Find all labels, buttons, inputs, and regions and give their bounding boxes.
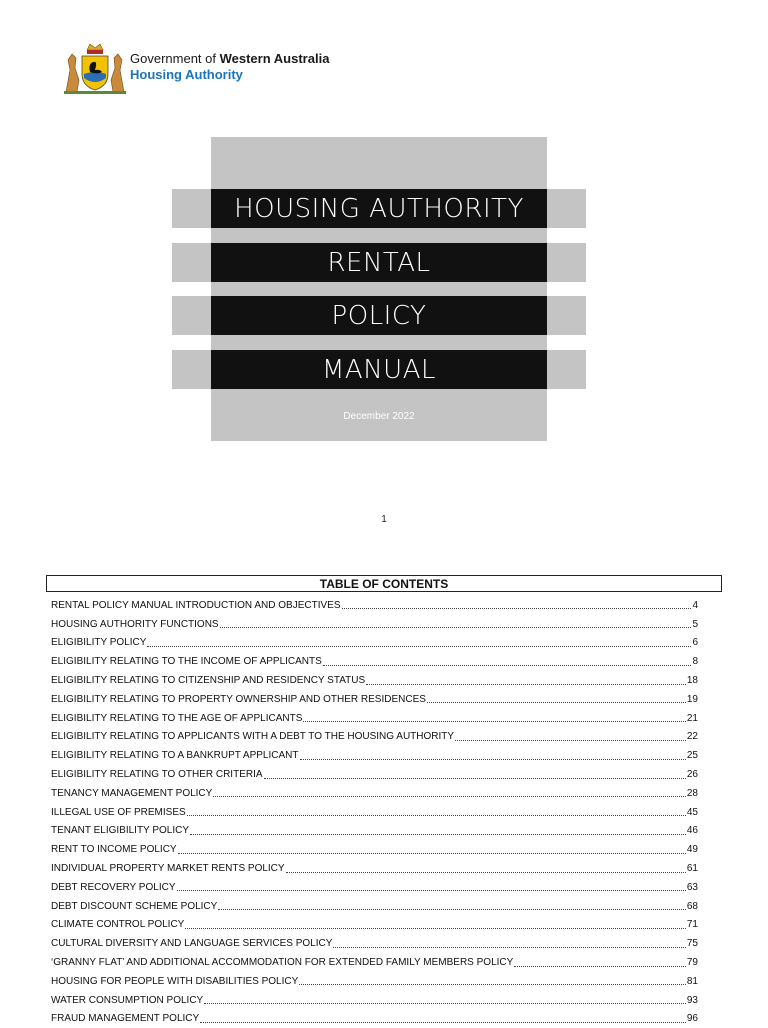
toc-entry-title: ILLEGAL USE OF PREMISES [51, 806, 186, 818]
toc-leader-dots [514, 965, 686, 967]
toc-entry[interactable] [51, 897, 698, 916]
toc-entry-page: 5 [692, 618, 698, 630]
toc-entry-title: RENTAL POLICY MANUAL INTRODUCTION AND OBJECTIVES [51, 599, 341, 611]
toc-entry[interactable] [51, 822, 698, 841]
toc-entry[interactable] [51, 634, 698, 653]
toc-entry[interactable] [51, 859, 698, 878]
toc-leader-dots [190, 833, 686, 835]
toc-entry-title: ELIGIBILITY RELATING TO THE AGE OF APPLICANTS [51, 712, 303, 724]
toc-leader-dots [286, 871, 686, 873]
toc-entry[interactable] [51, 878, 698, 897]
toc-list [51, 596, 698, 1028]
toc-entry-page: 71 [686, 919, 698, 931]
toc-entry-page: 8 [692, 656, 698, 668]
toc-entry-page: 19 [686, 693, 698, 705]
toc-entry-page: 96 [686, 1013, 698, 1025]
toc-entry-page: 49 [686, 844, 698, 856]
toc-leader-dots [204, 1002, 686, 1004]
toc-entry-page: 68 [686, 900, 698, 912]
toc-leader-dots [427, 701, 686, 703]
cover-title-line-1: HOUSING AUTHORITY [211, 189, 547, 228]
toc-entry-page: 46 [686, 825, 698, 837]
toc-entry-title: ELIGIBILITY POLICY [51, 637, 147, 649]
toc-entry-title: ‘GRANNY FLAT’ AND ADDITIONAL ACCOMMODATION FOR EXTENDED FAMILY MEMBERS POLICY [51, 957, 514, 969]
toc-leader-dots [200, 1021, 686, 1023]
toc-entry-title: INDIVIDUAL PROPERTY MARKET RENTS POLICY [51, 863, 285, 875]
toc-entry-title: ELIGIBILITY RELATING TO CITIZENSHIP AND RESIDENCY STATUS [51, 675, 366, 687]
toc-entry-page: 18 [686, 675, 698, 687]
toc-heading: TABLE OF CONTENTS [46, 575, 722, 592]
toc-entry[interactable] [51, 934, 698, 953]
toc-leader-dots [187, 814, 686, 816]
toc-leader-dots [218, 908, 686, 910]
toc-leader-dots [333, 946, 685, 948]
toc-leader-dots [220, 626, 692, 628]
toc-entry-title: TENANCY MANAGEMENT POLICY [51, 787, 213, 799]
toc-entry-title: HOUSING FOR PEOPLE WITH DISABILITIES POLICY [51, 975, 299, 987]
cover-title-line-2: RENTAL [211, 243, 547, 282]
toc-entry-title: ELIGIBILITY RELATING TO OTHER CRITERIA [51, 769, 263, 781]
cover-date: December 2022 [343, 411, 415, 422]
toc-entry-page: 28 [686, 787, 698, 799]
toc-entry-title: ELIGIBILITY RELATING TO THE INCOME OF APPLICANTS [51, 656, 322, 668]
toc-entry-title: HOUSING AUTHORITY FUNCTIONS [51, 618, 219, 630]
toc-leader-dots [299, 983, 686, 985]
toc-entry-title: TENANT ELIGIBILITY POLICY [51, 825, 190, 837]
toc-entry-page: 4 [692, 599, 698, 611]
toc-entry[interactable] [51, 765, 698, 784]
toc-entry-page: 93 [686, 994, 698, 1006]
toc-entry[interactable] [51, 652, 698, 671]
toc-entry[interactable] [51, 840, 698, 859]
toc-entry-title: FRAUD MANAGEMENT POLICY [51, 1013, 200, 1025]
cover-title-line-4: MANUAL [211, 350, 547, 389]
cover-title-line-3: POLICY [211, 296, 547, 335]
toc-entry[interactable] [51, 709, 698, 728]
toc-entry-title: CLIMATE CONTROL POLICY [51, 919, 185, 931]
toc-entry[interactable] [51, 690, 698, 709]
toc-entry-title: DEBT RECOVERY POLICY [51, 881, 176, 893]
toc-entry-page: 75 [686, 938, 698, 950]
toc-entry[interactable] [51, 615, 698, 634]
toc-entry-page: 45 [686, 806, 698, 818]
toc-leader-dots [213, 795, 686, 797]
toc-entry[interactable] [51, 671, 698, 690]
toc-leader-dots [264, 777, 686, 779]
toc-entry[interactable] [51, 746, 698, 765]
toc-entry-title: RENT TO INCOME POLICY [51, 844, 177, 856]
toc-leader-dots [323, 664, 692, 666]
toc-entry[interactable] [51, 916, 698, 935]
toc-leader-dots [177, 889, 686, 891]
toc-entry[interactable] [51, 596, 698, 615]
toc-entry-title: WATER CONSUMPTION POLICY [51, 994, 204, 1006]
toc-leader-dots [366, 683, 686, 685]
toc-entry[interactable] [51, 1010, 698, 1028]
toc-entry-page: 25 [686, 750, 698, 762]
toc-entry[interactable] [51, 728, 698, 747]
toc-leader-dots [178, 852, 686, 854]
toc-entry-title: ELIGIBILITY RELATING TO APPLICANTS WITH A DEBT TO THE HOUSING AUTHORITY [51, 731, 455, 743]
toc-entry[interactable] [51, 803, 698, 822]
agency-name: Housing Authority [130, 67, 243, 82]
toc-entry[interactable] [51, 953, 698, 972]
toc-entry-page: 63 [686, 881, 698, 893]
toc-entry[interactable] [51, 972, 698, 991]
toc-entry-page: 6 [692, 637, 698, 649]
coat-of-arms-icon [60, 40, 130, 96]
toc-leader-dots [303, 720, 685, 722]
toc-entry-title: ELIGIBILITY RELATING TO PROPERTY OWNERSHIP AND OTHER RESIDENCES [51, 693, 426, 705]
toc-leader-dots [300, 758, 686, 760]
toc-entry-title: ELIGIBILITY RELATING TO A BANKRUPT APPLICANT [51, 750, 299, 762]
toc-entry-title: DEBT DISCOUNT SCHEME POLICY [51, 900, 218, 912]
government-name: Government of Western Australia [130, 51, 330, 66]
toc-entry-page: 61 [686, 863, 698, 875]
toc-entry-page: 81 [686, 975, 698, 987]
toc-entry-page: 21 [686, 712, 698, 724]
page-number: 1 [381, 514, 387, 525]
toc-leader-dots [147, 645, 691, 647]
toc-leader-dots [185, 927, 686, 929]
toc-entry-page: 22 [686, 731, 698, 743]
cover-panel [211, 137, 547, 441]
toc-entry-page: 79 [686, 957, 698, 969]
toc-leader-dots [342, 607, 692, 609]
toc-leader-dots [455, 739, 686, 741]
toc-entry[interactable] [51, 784, 698, 803]
toc-entry-title: CULTURAL DIVERSITY AND LANGUAGE SERVICES POLICY [51, 938, 333, 950]
toc-entry[interactable] [51, 991, 698, 1010]
toc-entry-page: 26 [686, 769, 698, 781]
